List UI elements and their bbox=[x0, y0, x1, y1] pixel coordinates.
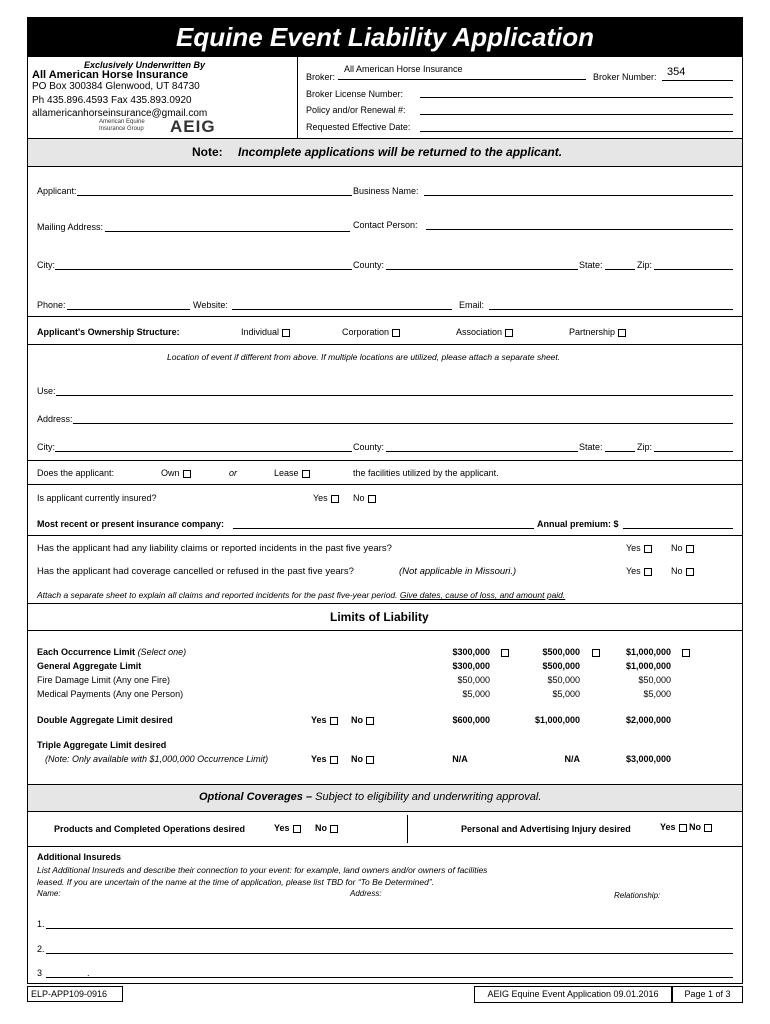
email-field[interactable] bbox=[489, 309, 733, 310]
checkbox[interactable] bbox=[686, 545, 694, 553]
medical-label: Medical Payments (Any one Person) bbox=[37, 689, 184, 699]
use-field[interactable] bbox=[56, 395, 733, 396]
optional-heading: Optional Coverages – Subject to eligibility and underwriting approval. bbox=[199, 791, 542, 803]
zip-label: Zip: bbox=[637, 260, 653, 270]
currently-insured-question: Is applicant currently insured? bbox=[37, 493, 157, 503]
checkbox[interactable] bbox=[330, 825, 338, 833]
additional-row-2-field[interactable] bbox=[46, 953, 733, 954]
mailing-address-label: Mailing Address: bbox=[37, 222, 104, 232]
ownership-label: Applicant's Ownership Structure: bbox=[37, 327, 180, 337]
checkbox[interactable] bbox=[366, 756, 374, 764]
note-label: Note: bbox=[192, 145, 223, 159]
checkbox[interactable] bbox=[644, 568, 652, 576]
location-address-label: Address: bbox=[37, 414, 73, 424]
double-value-2: $1,000,000 bbox=[534, 715, 580, 725]
ownership-partnership[interactable]: Partnership bbox=[569, 327, 626, 337]
products-label: Products and Completed Operations desired bbox=[54, 824, 246, 834]
checkbox[interactable] bbox=[282, 329, 290, 337]
broker-label: Broker: bbox=[306, 72, 336, 82]
note-text: Incomplete applications will be returned to the applicant. bbox=[238, 145, 563, 159]
triple-value-3: $3,000,000 bbox=[625, 754, 671, 764]
location-county-field[interactable] bbox=[386, 451, 578, 452]
limit-300k-occurrence: $300,000 bbox=[452, 647, 490, 657]
double-no[interactable]: No bbox=[351, 715, 374, 725]
currently-insured-yes[interactable]: Yes bbox=[313, 493, 339, 503]
personal-yes-no[interactable]: Yes No bbox=[660, 822, 712, 832]
fire-damage-label: Fire Damage Limit (Any one Fire) bbox=[37, 675, 171, 685]
checkbox[interactable] bbox=[704, 824, 712, 832]
location-zip-field[interactable] bbox=[654, 451, 733, 452]
limit-500k-medical: $5,000 bbox=[552, 689, 580, 699]
triple-value-2: N/A bbox=[564, 754, 580, 764]
each-occurrence-label: Each Occurrence Limit (Select one) bbox=[37, 647, 187, 657]
limit-1m-medical: $5,000 bbox=[643, 689, 671, 699]
additional-row-1-field[interactable] bbox=[46, 928, 733, 929]
triple-yes[interactable]: Yes bbox=[311, 754, 338, 764]
checkbox[interactable] bbox=[330, 717, 338, 725]
limit-1m-occurrence: $1,000,000 bbox=[625, 647, 671, 657]
triple-value-1: N/A bbox=[452, 754, 468, 764]
additional-heading: Additional Insureds bbox=[37, 852, 122, 862]
location-address-field[interactable] bbox=[73, 423, 733, 424]
checkbox[interactable] bbox=[618, 329, 626, 337]
ownership-association[interactable]: Association bbox=[456, 327, 513, 337]
currently-insured-no[interactable]: No bbox=[353, 493, 376, 503]
broker-field[interactable] bbox=[338, 79, 586, 80]
limit-1m-fire: $50,000 bbox=[638, 675, 671, 685]
double-yes[interactable]: Yes bbox=[311, 715, 338, 725]
state-label: State: bbox=[579, 260, 603, 270]
use-label: Use: bbox=[37, 386, 56, 396]
additional-relationship-label: Relationship: bbox=[614, 891, 661, 900]
applicant-label: Applicant: bbox=[37, 186, 77, 196]
effective-date-field[interactable] bbox=[420, 131, 733, 132]
limit-300k-medical: $5,000 bbox=[462, 689, 490, 699]
limit-500k-aggregate: $500,000 bbox=[542, 661, 580, 671]
claims-yes[interactable]: Yes bbox=[626, 543, 652, 553]
additional-address-label: Address: bbox=[350, 889, 382, 898]
limit-300k-aggregate: $300,000 bbox=[452, 661, 490, 671]
additional-row-3: 3 bbox=[37, 968, 43, 978]
contact-person-label: Contact Person: bbox=[353, 220, 418, 230]
county-field[interactable] bbox=[386, 269, 578, 270]
checkbox[interactable] bbox=[392, 329, 400, 337]
applicant-field[interactable] bbox=[77, 195, 352, 196]
county-label: County: bbox=[353, 260, 385, 270]
additional-name-label: Name: bbox=[37, 889, 61, 898]
phone-label: Phone: bbox=[37, 300, 66, 310]
facilities-question: Does the applicant: bbox=[37, 468, 115, 478]
checkbox[interactable] bbox=[644, 545, 652, 553]
contact-person-field[interactable] bbox=[426, 229, 733, 230]
mailing-address-field[interactable] bbox=[105, 231, 350, 232]
broker-number-label: Broker Number: bbox=[593, 72, 657, 82]
limits-heading: Limits of Liability bbox=[330, 610, 429, 624]
policy-field[interactable] bbox=[420, 114, 733, 115]
company-address: PO Box 300384 Glenwood, UT 84730 bbox=[32, 81, 200, 92]
state-field[interactable] bbox=[605, 269, 635, 270]
form-id: ELP-APP109-0916 bbox=[27, 986, 123, 1002]
checkbox[interactable] bbox=[366, 717, 374, 725]
checkbox[interactable] bbox=[686, 568, 694, 576]
additional-row-2: 2. bbox=[37, 944, 45, 954]
location-state-field[interactable] bbox=[605, 451, 635, 452]
claims-question: Has the applicant had any liability claims or reported incidents in the past five years? bbox=[37, 543, 392, 554]
location-state-label: State: bbox=[579, 442, 603, 452]
double-aggregate-label: Double Aggregate Limit desired bbox=[37, 715, 173, 725]
company-email: allamericanhorseinsurance@gmail.com bbox=[32, 108, 208, 119]
business-name-field[interactable] bbox=[424, 195, 733, 196]
broker-value[interactable]: All American Horse Insurance bbox=[344, 64, 463, 74]
ownership-corporation[interactable]: Corporation bbox=[342, 327, 400, 337]
additional-desc-1: List Additional Insureds and describe their connection to your event: for example, land owners and/or owners of facilities bbox=[37, 865, 488, 875]
checkbox[interactable] bbox=[331, 495, 339, 503]
facilities-own[interactable]: Own bbox=[161, 468, 191, 478]
business-name-label: Business Name: bbox=[353, 186, 419, 196]
general-aggregate-label: General Aggregate Limit bbox=[37, 661, 142, 671]
page-number: Page 1 of 3 bbox=[672, 986, 743, 1003]
limit-500k-fire: $50,000 bbox=[547, 675, 580, 685]
checkbox[interactable] bbox=[183, 470, 191, 478]
triple-note: (Note: Only available with $1,000,000 Occurrence Limit) bbox=[45, 754, 269, 764]
phone-field[interactable] bbox=[67, 309, 190, 310]
cancelled-note: (Not applicable in Missouri.) bbox=[399, 566, 517, 577]
policy-label: Policy and/or Renewal #: bbox=[306, 105, 406, 115]
personal-label: Personal and Advertising Injury desired bbox=[461, 824, 631, 834]
checkbox[interactable] bbox=[293, 825, 301, 833]
form-title: Equine Event Liability Application bbox=[27, 17, 743, 57]
facilities-tail: the facilities utilized by the applicant. bbox=[353, 468, 499, 478]
attach-note: Attach a separate sheet to explain all claims and reported incidents for the past five-year period. Give dates, cause of loss, and amount paid. bbox=[37, 590, 566, 600]
limit-300k-fire: $50,000 bbox=[457, 675, 490, 685]
additional-desc-2: leased. If you are uncertain of the name at the time of application, please list TBD for “To Be Determined”. bbox=[37, 877, 435, 887]
city-field[interactable] bbox=[55, 269, 352, 270]
license-field[interactable] bbox=[420, 97, 733, 98]
logo-tagline: American Equine Insurance Group bbox=[99, 119, 145, 132]
location-city-field[interactable] bbox=[55, 451, 352, 452]
zip-field[interactable] bbox=[654, 269, 733, 270]
website-field[interactable] bbox=[232, 309, 452, 310]
triple-aggregate-label: Triple Aggregate Limit desired bbox=[37, 740, 167, 750]
form-name: AEIG Equine Event Application 09.01.2016 bbox=[474, 986, 672, 1003]
checkbox-1m[interactable] bbox=[682, 649, 690, 657]
additional-row-3-dot: . bbox=[87, 968, 90, 978]
location-zip-label: Zip: bbox=[637, 442, 653, 452]
products-yes[interactable]: Yes bbox=[274, 823, 301, 833]
broker-number-value[interactable]: 354 bbox=[667, 66, 686, 78]
underwritten-by: Exclusively Underwritten By bbox=[84, 60, 206, 70]
location-county-label: County: bbox=[353, 442, 385, 452]
limit-1m-aggregate: $1,000,000 bbox=[625, 661, 671, 671]
facilities-or: or bbox=[229, 468, 238, 478]
cancelled-question: Has the applicant had coverage cancelled or refused in the past five years? bbox=[37, 566, 354, 577]
additional-row-1: 1. bbox=[37, 919, 45, 929]
license-label: Broker License Number: bbox=[306, 89, 404, 99]
annual-premium-label: Annual premium: $ bbox=[537, 519, 619, 529]
triple-no[interactable]: No bbox=[351, 754, 374, 764]
claims-no[interactable]: No bbox=[671, 543, 694, 553]
broker-number-field[interactable] bbox=[662, 80, 733, 81]
city-label: City: bbox=[37, 260, 55, 270]
email-label: Email: bbox=[459, 300, 485, 310]
ownership-individual[interactable]: Individual bbox=[241, 327, 290, 337]
location-note: Location of event if different from above. If multiple locations are utilized, please attach a separate sheet. bbox=[167, 352, 561, 362]
checkbox-500k[interactable] bbox=[592, 649, 600, 657]
checkbox[interactable] bbox=[368, 495, 376, 503]
cancelled-yes[interactable]: Yes bbox=[626, 566, 652, 576]
recent-company-label: Most recent or present insurance company: bbox=[37, 519, 225, 529]
checkbox[interactable] bbox=[330, 756, 338, 764]
recent-company-field[interactable] bbox=[233, 528, 534, 529]
aeig-logo: AEIG bbox=[170, 117, 216, 136]
facilities-lease[interactable]: Lease bbox=[274, 468, 310, 478]
company-name: All American Horse Insurance bbox=[32, 69, 189, 81]
additional-row-3-field[interactable] bbox=[46, 977, 733, 978]
double-value-3: $2,000,000 bbox=[625, 715, 671, 725]
checkbox[interactable] bbox=[505, 329, 513, 337]
products-no[interactable]: No bbox=[315, 823, 338, 833]
location-city-label: City: bbox=[37, 442, 55, 452]
effective-date-label: Requested Effective Date: bbox=[306, 122, 411, 132]
checkbox[interactable] bbox=[302, 470, 310, 478]
checkbox[interactable] bbox=[679, 824, 687, 832]
website-label: Website: bbox=[193, 300, 228, 310]
company-phone: Ph 435.896.4593 Fax 435.893.0920 bbox=[32, 95, 192, 106]
checkbox-300k[interactable] bbox=[501, 649, 509, 657]
double-value-1: $600,000 bbox=[452, 715, 490, 725]
cancelled-no[interactable]: No bbox=[671, 566, 694, 576]
annual-premium-field[interactable] bbox=[623, 528, 733, 529]
limit-500k-occurrence: $500,000 bbox=[542, 647, 580, 657]
